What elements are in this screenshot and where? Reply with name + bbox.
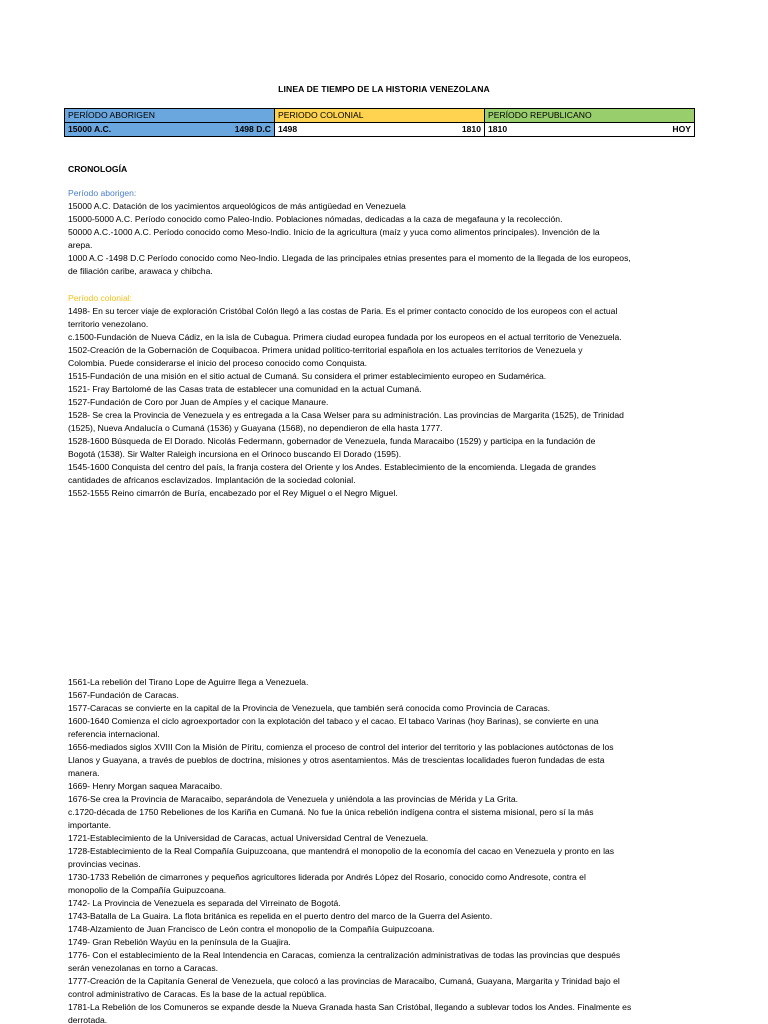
continuation-entries <box>68 676 704 1024</box>
period-colonial-start: 1498 <box>278 124 298 134</box>
timeline-entry-line: 1498- En su tercer viaje de exploración Cristóbal Colón llegó a las costas de Paria. Es el primer contacto conocido de los europeos con el actual <box>68 306 618 316</box>
timeline-entry-line: 1000 A.C -1498 D.C Período conocido como Neo-Indio. Llegada de las principales etnias presentes para el momento de la llegada de los europeos, <box>68 253 631 263</box>
period-aborigen-name: PERÍODO ABORIGEN <box>65 109 275 123</box>
timeline-entry-line: 1577-Caracas se convierte en la capital de la Provincia de Venezuela, que también será conocida como Provincia de Caracas. <box>68 703 551 713</box>
timeline-entry-line: monopolio de la Compañía Guipuzcoana. <box>68 885 227 895</box>
timeline-entry-line: 1656-mediados siglos XVIII Con la Misión de Píritu, comienza el proceso de control del interior del territorio y las poblaciones autóctonas de los <box>68 742 614 752</box>
timeline-entry-line: 1561-La rebelión del Tirano Lope de Aguirre llega a Venezuela. <box>68 677 309 687</box>
timeline-entry-line: manera. <box>68 768 100 778</box>
period-colonial-name: PERIODO COLONIAL <box>275 109 485 123</box>
period-range-row <box>65 123 695 137</box>
timeline-entry-line: 1776- Con el establecimiento de la Real Intendencia en Caracas, comienza la centralización administrativas de todas las provincias que después <box>68 950 621 960</box>
period-republicano-start: 1810 <box>488 124 508 134</box>
timeline-entry-line: 1545-1600 Conquista del centro del país, la franja costera del Oriente y los Andes. Establecimiento de la encomienda. Llegada de grandes <box>68 462 596 472</box>
timeline-entry-line: 1552-1555 Reino cimarrón de Buría, encabezado por el Rey Miguel o el Negro Miguel. <box>68 488 398 498</box>
timeline-entry-line: derrotada. <box>68 1015 108 1024</box>
aborigen-heading: Período aborigen: <box>68 188 137 198</box>
period-aborigen-start: 15000 A.C. <box>68 124 112 134</box>
colonial-heading: Período colonial: <box>68 293 133 303</box>
period-republicano-end: HOY <box>672 124 691 134</box>
timeline-entry-line: arepa. <box>68 240 93 250</box>
timeline-entry-line: 1743-Batalla de La Guaira. La flota británica es repelida en el puerto dentro del marco de la Guerra del Asiento. <box>68 911 493 921</box>
timeline-entry-line: 1777-Creación de la Capitanía General de Venezuela, que colocó a las provincias de Maracaibo, Cumaná, Guayana, Margarita y Trinidad bajo el <box>68 976 620 986</box>
timeline-entry-line: c.1720-década de 1750 Rebeliones de los Kariña en Cumaná. No fue la única rebelión indígena contra el sistema misional, pero sí la más <box>68 807 594 817</box>
timeline-entry-line: control administrativo de Caracas. Es la base de la actual república. <box>68 989 327 999</box>
continuation-section <box>68 676 704 1024</box>
timeline-entry-line: 15000-5000 A.C. Período conocido como Paleo-Indio. Poblaciones nómadas, dedicadas a la caza de megafauna y la recolección. <box>68 214 563 224</box>
timeline-entry-line: 1676-Se crea la Provincia de Maracaibo, separándola de Venezuela y uniéndola a las provincias de Mérida y La Grita. <box>68 794 519 804</box>
timeline-entry-line: 1781-La Rebelión de los Comuneros se expande desde la Nueva Granada hasta San Cristóbal, llegando a sublevar todos los Andes. Finalmente es <box>68 1002 632 1012</box>
timeline-entry-line: 1528-1600 Búsqueda de El Dorado. Nicolás Federmann, gobernador de Venezuela, funda Maracaibo (1529) y participa en la fundación de <box>68 436 596 446</box>
timeline-entry-line: serán venezolanas en torno a Caracas. <box>68 963 219 973</box>
period-aborigen-range <box>65 123 275 137</box>
timeline-entry-line: 1600-1640 Comienza el ciclo agroexportador con la explotación del tabaco y el cacao. El tabaco Varinas (hoy Barinas), se convierte en una <box>68 716 599 726</box>
cronologia-heading: CRONOLOGÍA <box>68 164 128 174</box>
timeline-entry-line: 1748-Alzamiento de Juan Francisco de León contra el monopolio de la Compañía Guipuzcoana. <box>68 924 435 934</box>
timeline-entry-line: cantidades de africanos esclavizados. Implantación de la sociedad colonial. <box>68 475 356 485</box>
colonial-entries <box>68 305 704 500</box>
timeline-entry-line: 1669- Henry Morgan saquea Maracaibo. <box>68 781 223 791</box>
timeline-entry-line: (1525), Nueva Andalucía o Cumaná (1536) y Guayana (1568), no dependieron de ella hasta 1777. <box>68 423 443 433</box>
period-aborigen-end: 1498 D.C <box>234 124 271 134</box>
timeline-entry-line: de filiación caribe, arawaca y chibcha. <box>68 266 213 276</box>
timeline-entry-line: 15000 A.C. Datación de los yacimientos arqueológicos de más antigüedad en Venezuela <box>68 201 406 211</box>
timeline-entry-line: 1567-Fundación de Caracas. <box>68 690 179 700</box>
timeline-entry-line: Llanos y Guayana, a través de pueblos de doctrina, misiones y otros asentamientos. Más de trescientas localidades fueron fundadas de esta <box>68 755 605 765</box>
period-republicano-name: PERÍODO REPUBLICANO <box>485 109 695 123</box>
period-colonial-end: 1810 <box>461 124 481 134</box>
aborigen-section <box>68 187 704 278</box>
aborigen-entries <box>68 200 704 278</box>
timeline-entry-line: 1730-1733 Rebelión de cimarrones y pequeños agricultores liderada por Andrés López del Rosario, conocido como Andresote, contra el <box>68 872 586 882</box>
colonial-section <box>68 292 704 500</box>
timeline-entry-line: 1749- Gran Rebelión Wayúu en la península de la Guajira. <box>68 937 291 947</box>
cronologia-section <box>68 163 704 176</box>
period-colonial-range <box>275 123 485 137</box>
timeline-entry-line: territorio venezolano. <box>68 319 149 329</box>
timeline-entry-line: 1515-Fundación de una misión en el sitio actual de Cumaná. Su considera el primer establecimiento europeo en Sudamérica. <box>68 371 547 381</box>
timeline-entry-line: 50000 A.C.-1000 A.C. Período conocido como Meso-Indio. Inicio de la agricultura (maíz y yuca como alimentos principales). Invención de la <box>68 227 600 237</box>
timeline-entry-line: 1728-Establecimiento de la Real Compañía Guipuzcoana, que mantendrá el monopolio de la economía del cacao en Venezuela y pronto en las <box>68 846 615 856</box>
period-name-row <box>65 109 695 123</box>
period-table <box>64 108 695 137</box>
period-republicano-range <box>485 123 695 137</box>
timeline-entry-line: provincias vecinas. <box>68 859 141 869</box>
timeline-entry-line: importante. <box>68 820 111 830</box>
timeline-entry-line: 1528- Se crea la Provincia de Venezuela y es entregada a la Casa Welser para su administración. Las provincias de Margarita (1525), de Trinidad <box>68 410 624 420</box>
timeline-entry-line: c.1500-Fundación de Nueva Cádiz, en la isla de Cubagua. Primera ciudad europea fundada por los europeos en el actual territorio de Venezuela. <box>68 332 622 342</box>
timeline-entry-line: 1721-Establecimiento de la Universidad de Caracas, actual Universidad Central de Venezuela. <box>68 833 429 843</box>
document-title: LINEA DE TIEMPO DE LA HISTORIA VENEZOLANA <box>278 84 490 94</box>
timeline-entry-line: 1742- La Provincia de Venezuela es separada del Virreinato de Bogotá. <box>68 898 341 908</box>
timeline-entry-line: 1502-Creación de la Gobernación de Coquibacoa. Primera unidad político-territorial española en los actuales territorios de Venezuela y <box>68 345 583 355</box>
timeline-entry-line: Bogotá (1538). Sir Walter Raleigh incursiona en el Orinoco buscando El Dorado (1595). <box>68 449 402 459</box>
timeline-entry-line: 1527-Fundación de Coro por Juan de Ampíes y el cacique Manaure. <box>68 397 329 407</box>
timeline-entry-line: referencia internacional. <box>68 729 160 739</box>
timeline-entry-line: 1521- Fray Bartolomé de las Casas trata de establecer una comunidad en la actual Cumaná. <box>68 384 422 394</box>
timeline-entry-line: Colombia. Puede considerarse el inicio del proceso conocido como Conquista. <box>68 358 368 368</box>
